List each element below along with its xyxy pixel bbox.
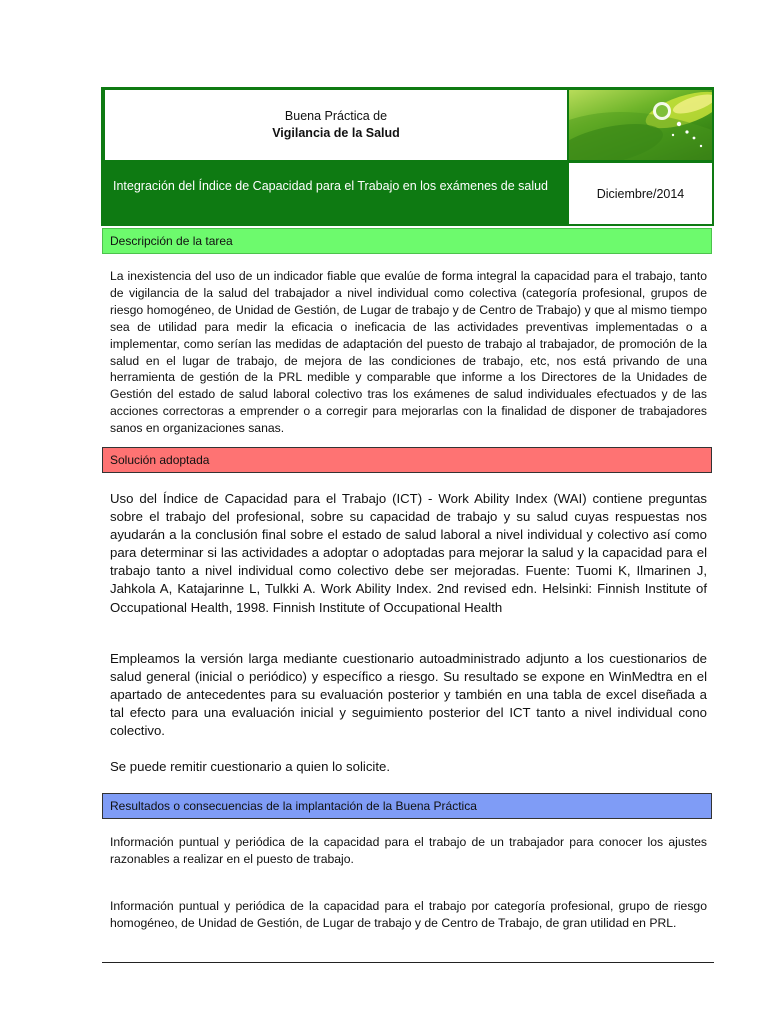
date-box [569,163,712,224]
header-block [101,87,714,226]
section-heading-solucion: Solución adoptada [102,447,712,473]
solucion-paragraph-3: Se puede remitir cuestionario a quien lo solicite. [110,759,391,774]
bottom-divider [102,962,714,963]
solucion-paragraph-1: Uso del Índice de Capacidad para el Trabajo (ICT) - Work Ability Index (WAI) contiene preguntas sobre el trabajo del profesional, sobre su capacidad de trabajo y su salud cuyas respuestas nos ayudarán a la conclusión final sobre el estado de salud laboral a nivel individual y colectivo así como para determinar si las actividades a adoptar o adoptadas para mejorar la salud y la capacidad para el trabajo tanto a nivel individual como colectivo debe ser mejoradas. Fuente: Tuomi K, Ilmarinen J, Jahkola A, Katajarinne L, Tulkki A. Work Ability Index. 2nd revised edn. Helsinki: Finnish Institute of Occupational Health, 1998. Finnish Institute of Occupational Health [110,491,707,615]
header-subtitle: Integración del Índice de Capacidad para el Trabajo en los exámenes de salud [113,179,549,193]
date-text: Diciembre/2014 [596,186,685,201]
title-line-2: Vigilancia de la Salud [272,126,400,140]
title-box [105,90,567,160]
solucion-paragraph-2: Empleamos la versión larga mediante cuestionario autoadministrado adjunto a los cuestionarios de salud general (inicial o periódico) y específico a riesgo. Su resultado se expone en WinMedtra en el apartado de antecedentes para su evaluación posterior y también en una tabla de excel diseñada a tal efecto para una evaluación inicial y seguimiento posterior del ICT tanto a nivel individual cono colectivo. [110,651,707,739]
logo-image [569,90,712,160]
section-heading-descripcion: Descripción de la tarea [102,228,712,254]
descripcion-paragraph: La inexistencia del uso de un indicador fiable que evalúe de forma integral la capacidad para el trabajo, tanto de vigilancia de la salud del trabajador a nivel individual como colectiva (categoría profesional, grupos de riesgo homogéneo, de Unidad de Gestión, de Lugar de trabajo y de Centro de Trabajo) y que al mismo tiempo sea de utilidad para medir la eficacia o ineficacia de las actividades preventivas implementadas o a implementar, como serían las medidas de adaptación del puesto de trabajo al trabajador, de promoción de la salud en el lugar de trabajo, de mejora de las condiciones de trabajo, etc, nos está privando de una herramienta de gestión de la PRL medible y comparable que informe a los Directores de la Unidades de Gestión del estado de salud laboral colectivo tras los exámenes de salud individuales efectuados y de las acciones correctoras a emprender o a corregir para mejorarlas con la finalidad de disponer de trabajadores sanos en organizaciones sanas. [110,269,707,436]
title-line-1: Buena Práctica de [284,109,388,123]
section-heading-resultados: Resultados o consecuencias de la implantación de la Buena Práctica [102,793,712,819]
resultados-paragraph-2: Información puntual y periódica de la capacidad para el trabajo por categoría profesional, grupo de riesgo homogéneo, de Unidad de Gestión, de Lugar de trabajo y de Centro de Trabajo, de gran utilidad en PRL. [110,899,707,930]
leaf-drop-icon [569,90,712,160]
resultados-paragraph-1: Información puntual y periódica de la capacidad para el trabajo de un trabajador para conocer los ajustes razonables a realizar en el puesto de trabajo. [110,835,707,866]
